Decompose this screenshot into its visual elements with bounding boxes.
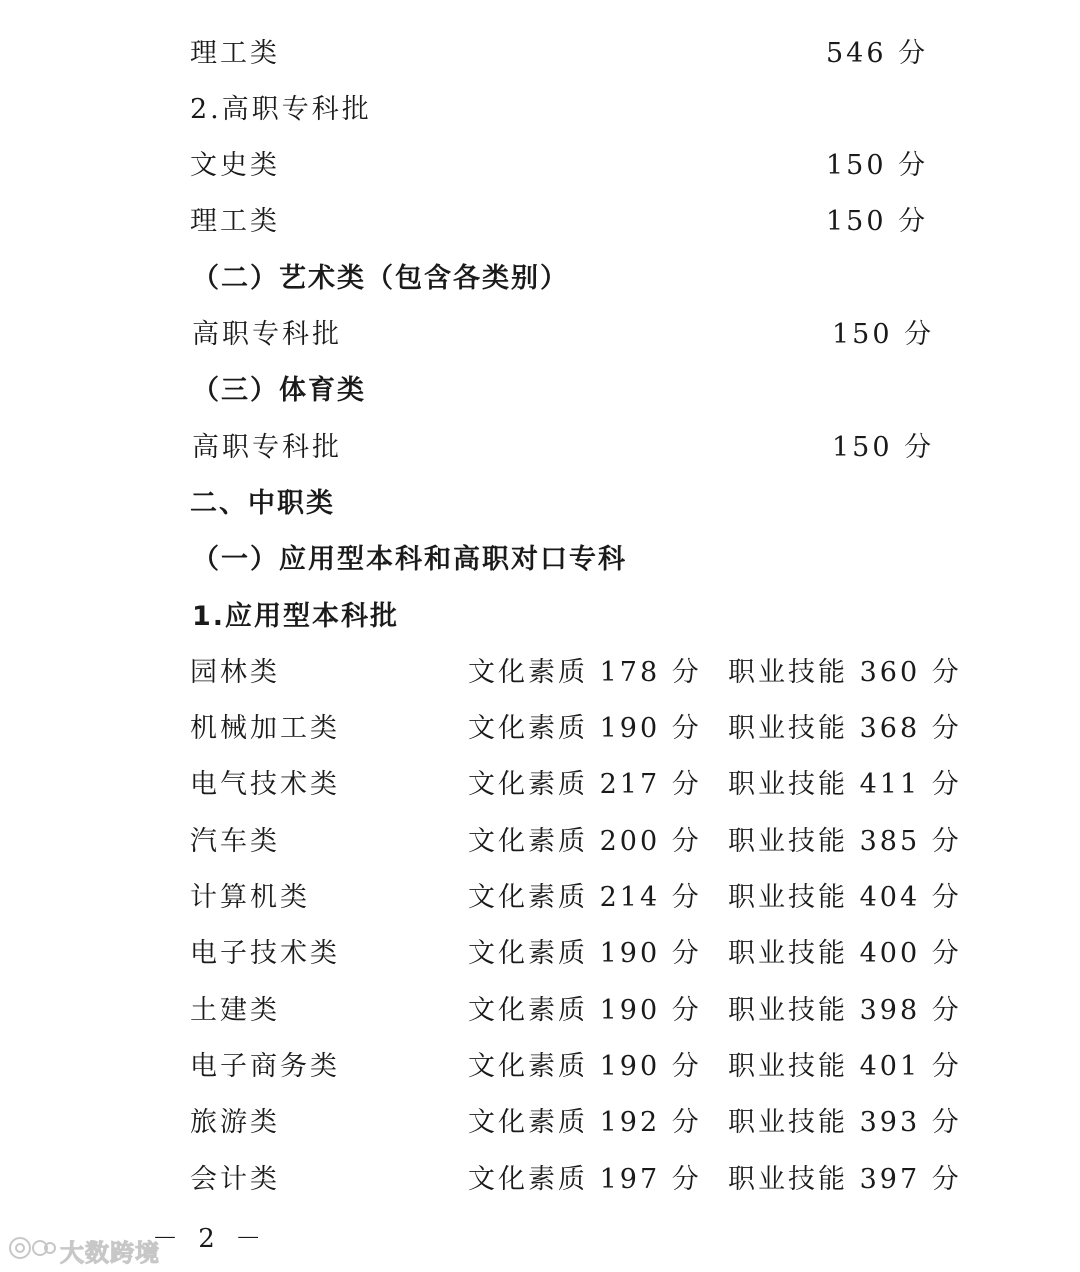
- row-label: 文史类: [190, 150, 280, 181]
- category-label: 园林类: [190, 657, 280, 688]
- category-label: 机械加工类: [190, 713, 340, 744]
- skill-score: 职业技能 385 分: [728, 826, 962, 857]
- culture-score: 文化素质 217 分: [468, 769, 702, 800]
- category-label: 会计类: [190, 1164, 280, 1195]
- watermark: [8, 1232, 160, 1268]
- row-label: 理工类: [190, 38, 280, 69]
- skill-score: 职业技能 404 分: [728, 882, 962, 913]
- row-label: 理工类: [190, 206, 280, 237]
- category-label: 旅游类: [190, 1107, 280, 1138]
- section-heading: 2.高职专科批: [190, 94, 372, 125]
- watermark-logo-icon: [8, 1233, 56, 1267]
- category-label: 土建类: [190, 995, 280, 1026]
- skill-score: 职业技能 411 分: [728, 769, 962, 800]
- category-label: 电子商务类: [190, 1051, 340, 1082]
- culture-score: 文化素质 200 分: [468, 826, 702, 857]
- culture-score: 文化素质 178 分: [468, 657, 702, 688]
- row-label: 高职专科批: [192, 432, 342, 463]
- culture-score: 文化素质 197 分: [468, 1164, 702, 1195]
- row-score: 150 分: [826, 206, 929, 237]
- skill-score: 职业技能 401 分: [728, 1051, 962, 1082]
- row-score: 150 分: [832, 432, 935, 463]
- section-heading: 1.应用型本科批: [192, 601, 400, 632]
- row-label: 高职专科批: [192, 319, 342, 350]
- culture-score: 文化素质 192 分: [468, 1107, 702, 1138]
- skill-score: 职业技能 368 分: [728, 713, 962, 744]
- skill-score: 职业技能 400 分: [728, 938, 962, 969]
- culture-score: 文化素质 190 分: [468, 713, 702, 744]
- row-score: 150 分: [832, 319, 935, 350]
- skill-score: 职业技能 398 分: [728, 995, 962, 1026]
- category-label: 汽车类: [190, 826, 280, 857]
- section-heading: （三）体育类: [192, 375, 366, 406]
- category-label: 计算机类: [190, 882, 310, 913]
- page-number: － 2 －: [152, 1224, 268, 1254]
- category-label: 电气技术类: [190, 769, 340, 800]
- skill-score: 职业技能 360 分: [728, 657, 962, 688]
- culture-score: 文化素质 214 分: [468, 882, 702, 913]
- culture-score: 文化素质 190 分: [468, 938, 702, 969]
- row-score: 150 分: [826, 150, 929, 181]
- watermark-text: 大数跨境: [60, 1238, 160, 1267]
- culture-score: 文化素质 190 分: [468, 995, 702, 1026]
- section-heading: 二、中职类: [190, 488, 335, 519]
- skill-score: 职业技能 397 分: [728, 1164, 962, 1195]
- category-label: 电子技术类: [190, 938, 340, 969]
- culture-score: 文化素质 190 分: [468, 1051, 702, 1082]
- section-heading: （二）艺术类（包含各类别）: [192, 263, 569, 294]
- skill-score: 职业技能 393 分: [728, 1107, 962, 1138]
- section-heading: （一）应用型本科和高职对口专科: [192, 544, 627, 575]
- row-score: 546 分: [826, 38, 929, 69]
